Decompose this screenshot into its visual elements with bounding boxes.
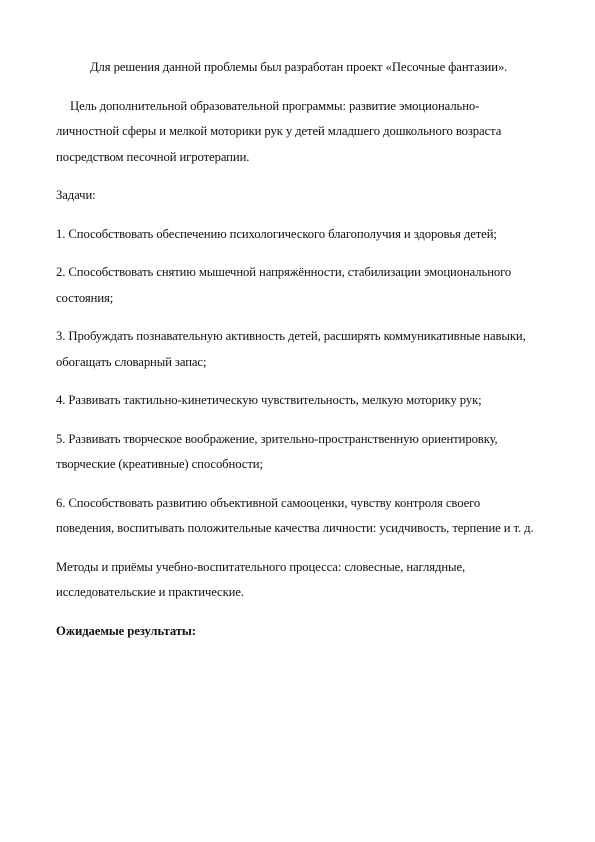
intro-paragraph: Для решения данной проблемы был разработан проект «Песочные фантазии». xyxy=(90,60,508,74)
task-item-5: 5. Развивать творческое воображение, зрительно-пространственную ориентировку, творческие (креативные) способности; xyxy=(56,431,498,471)
task-item-2: 2. Способствовать снятию мышечной напряжённости, стабилизации эмоционального состояния; xyxy=(56,265,512,305)
methods-paragraph: Методы и приёмы учебно-воспитательного процесса: словесные, наглядные, исследовательские и практические. xyxy=(56,559,466,599)
task-item-4: 4. Развивать тактильно-кинетическую чувствительность, мелкую моторику рук; xyxy=(56,393,482,407)
tasks-heading: Задачи: xyxy=(56,188,96,202)
task-item-1: 1. Способствовать обеспечению психологического благополучия и здоровья детей; xyxy=(56,226,497,241)
task-item-6: 6. Способствовать развитию объективной самооценки, чувству контроля своего поведения, воспитывать положительные качества личности: усидчивость, терпение и т. д. xyxy=(56,495,534,535)
task-item-3: 3. Пробуждать познавательную активность детей, расширять коммуникативные навыки, обогащать словарный запас; xyxy=(56,329,526,369)
results-heading: Ожидаемые результаты: xyxy=(56,623,196,638)
goal-paragraph: Цель дополнительной образовательной программы: развитие эмоционально-личностной сферы и мелкой моторики рук у детей младшего дошкольного возраста посредством песочной игротерапии. xyxy=(56,98,502,164)
document-body xyxy=(56,55,536,644)
